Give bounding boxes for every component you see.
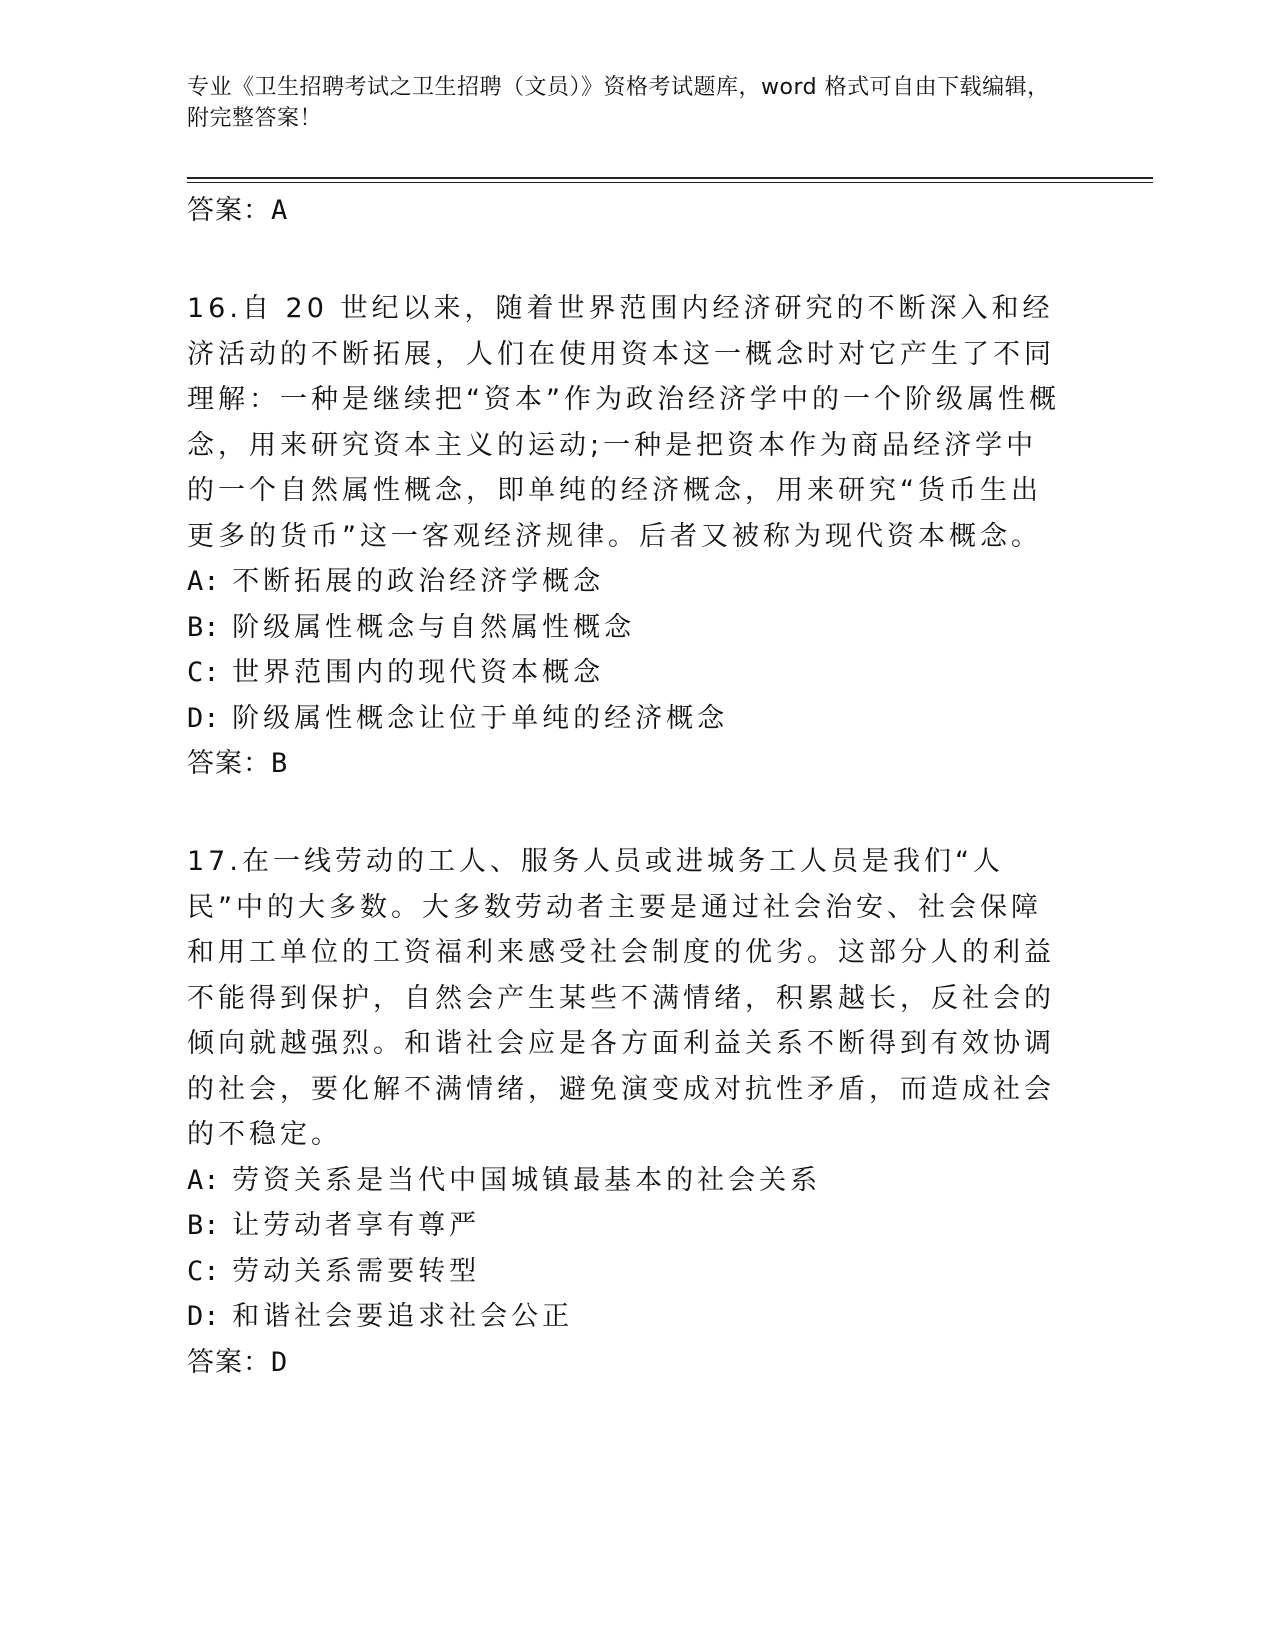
option-b bbox=[187, 605, 1087, 651]
option-letter: D: bbox=[187, 1301, 220, 1332]
answer-value: D bbox=[271, 1346, 289, 1378]
answer-value: A bbox=[271, 195, 289, 226]
option-text: 让劳动者享有尊严 bbox=[232, 1210, 481, 1241]
header-divider-thick bbox=[187, 177, 1153, 179]
option-list bbox=[187, 559, 1087, 741]
document-body bbox=[187, 188, 1087, 1385]
page-header: 专业《卫生招聘考试之卫生招聘（文员）》资格考试题库，word 格式可自由下载编辑，附完整答案！ bbox=[187, 75, 1050, 131]
question-stem: 17.在一线劳动的工人、服务人员或进城务工人员是我们“人民”中的大多数。大多数劳动者主要是通过社会治安、社会保障和用工单位的工资福利来感受社会制度的优劣。这部分人的利益不能得到保护，自然会产生某些不满情绪，积累越长，反社会的倾向就越强烈。和谐社会应是各方面利益关系不断得到有效协调的社会，要化解不满情绪，避免演变成对抗性矛盾，而造成社会的不稳定。 bbox=[187, 846, 1055, 1150]
option-text: 阶级属性概念与自然属性概念 bbox=[232, 611, 636, 643]
question-stem: 16.自 20 世纪以来，随着世界范围内经济研究的不断深入和经济活动的不断拓展，人们在使用资本这一概念时对它产生了不同理解：一种是继续把“资本”作为政治经济学中的一个阶级属性概念，用来研究资本主义的运动;一种是把资本作为商品经济学中的一个自然属性概念，即单纯的经济概念，用来研究“货币生出更多的货币”这一客观经济规律。后者又被称为现代资本概念。 bbox=[187, 293, 1060, 552]
option-d bbox=[187, 696, 1087, 742]
option-text: 劳资关系是当代中国城镇最基本的社会关系 bbox=[232, 1164, 822, 1196]
option-letter: D: bbox=[187, 702, 220, 734]
option-letter: B: bbox=[187, 1210, 220, 1241]
previous-answer-line bbox=[187, 188, 1087, 233]
answer-label: 答案： bbox=[187, 748, 271, 779]
answer-line bbox=[187, 741, 1087, 786]
option-a bbox=[187, 559, 1087, 605]
answer-label: 答案： bbox=[187, 1346, 271, 1378]
question-17 bbox=[187, 839, 1087, 1385]
option-c bbox=[187, 1249, 1087, 1295]
option-c bbox=[187, 650, 1087, 696]
question-16 bbox=[187, 286, 1087, 786]
option-letter: C: bbox=[187, 1255, 220, 1287]
option-b bbox=[187, 1203, 1087, 1249]
answer-value: B bbox=[271, 748, 289, 779]
option-text: 不断拓展的政治经济学概念 bbox=[232, 566, 605, 597]
option-a bbox=[187, 1158, 1087, 1204]
option-text: 世界范围内的现代资本概念 bbox=[232, 657, 605, 688]
option-letter: A: bbox=[187, 566, 220, 597]
option-letter: C: bbox=[187, 657, 220, 688]
option-text: 阶级属性概念让位于单纯的经济概念 bbox=[232, 702, 729, 734]
option-d bbox=[187, 1294, 1087, 1340]
option-list bbox=[187, 1158, 1087, 1340]
option-letter: A: bbox=[187, 1164, 220, 1196]
option-letter: B: bbox=[187, 611, 220, 643]
header-divider-thin bbox=[187, 182, 1153, 183]
answer-line bbox=[187, 1340, 1087, 1385]
option-text: 劳动关系需要转型 bbox=[232, 1255, 481, 1287]
option-text: 和谐社会要追求社会公正 bbox=[232, 1301, 574, 1332]
answer-label: 答案： bbox=[187, 195, 271, 226]
